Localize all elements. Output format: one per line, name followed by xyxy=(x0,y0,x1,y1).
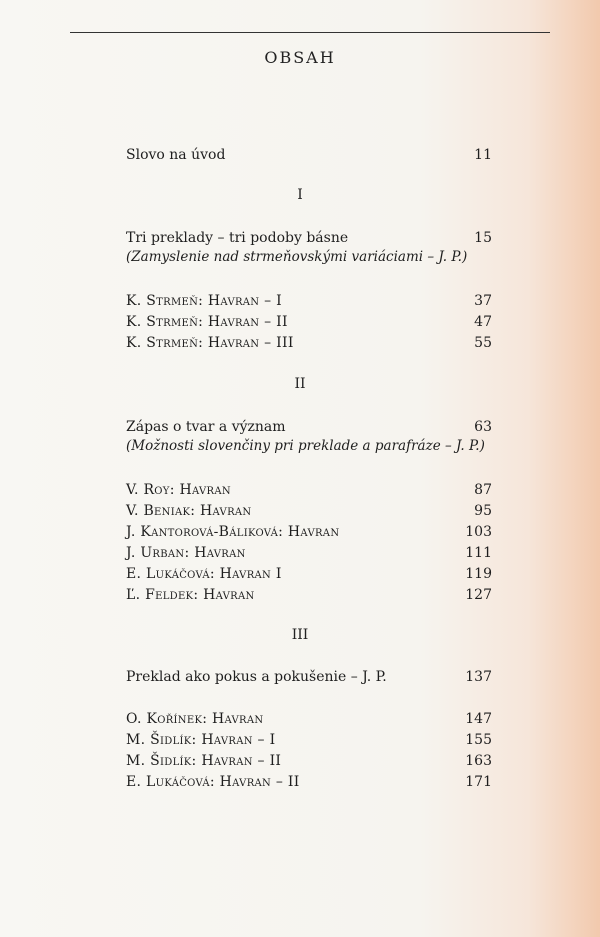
page-title: OBSAH xyxy=(264,48,336,67)
header-rule xyxy=(70,32,550,33)
entry-title: Zápas o tvar a význam xyxy=(126,419,286,435)
essay-subtitle-2: (Možnosti slovenčiny pri preklade a parafráze – J. P.) xyxy=(126,438,485,454)
entry-title: O. Kořínek: Havran xyxy=(126,711,264,727)
entry-title: K. Strmeň: Havran – III xyxy=(126,335,294,351)
entry-title: M. Šidlík: Havran – II xyxy=(126,753,282,769)
entry-page: 11 xyxy=(474,147,492,163)
entry-title: Preklad ako pokus a pokušenie – J. P. xyxy=(126,669,387,685)
entry-page: 103 xyxy=(465,524,492,540)
entry-page: 95 xyxy=(474,503,492,519)
entry-page: 137 xyxy=(465,669,492,685)
entry-title: Slovo na úvod xyxy=(126,147,226,163)
section-numeral-2: II xyxy=(294,376,306,392)
entry-title: E. Lukáčová: Havran I xyxy=(126,566,282,582)
entry-page: 163 xyxy=(465,753,492,769)
entry-title: E. Lukáčová: Havran – II xyxy=(126,774,300,790)
entry-title: Ľ. Feldek: Havran xyxy=(126,587,255,603)
entry-title: V. Roy: Havran xyxy=(126,482,231,498)
entry-title: J. Urban: Havran xyxy=(126,545,246,561)
entry-title: K. Strmeň: Havran – II xyxy=(126,314,288,330)
entry-page: 127 xyxy=(465,587,492,603)
entry-page: 111 xyxy=(465,545,492,561)
entry-title: J. Kantorová-Báliková: Havran xyxy=(126,524,340,540)
entry-page: 147 xyxy=(465,711,492,727)
entry-page: 171 xyxy=(465,774,492,790)
essay-subtitle-1: (Zamyslenie nad strmeňovskými variáciami – J. P.) xyxy=(126,249,468,265)
entry-page: 119 xyxy=(465,566,492,582)
entry-page: 63 xyxy=(474,419,492,435)
entry-title: M. Šidlík: Havran – I xyxy=(126,732,276,748)
entry-title: K. Strmeň: Havran – I xyxy=(126,293,282,309)
entry-page: 155 xyxy=(465,732,492,748)
entry-page: 87 xyxy=(474,482,492,498)
section-numeral-3: III xyxy=(291,627,309,643)
entry-page: 55 xyxy=(474,335,492,351)
entry-page: 15 xyxy=(474,230,492,246)
section-numeral-1: I xyxy=(297,187,303,203)
entry-title: V. Beniak: Havran xyxy=(126,503,252,519)
entry-page: 37 xyxy=(474,293,492,309)
entry-title: Tri preklady – tri podoby básne xyxy=(126,230,349,246)
entry-page: 47 xyxy=(474,314,492,330)
